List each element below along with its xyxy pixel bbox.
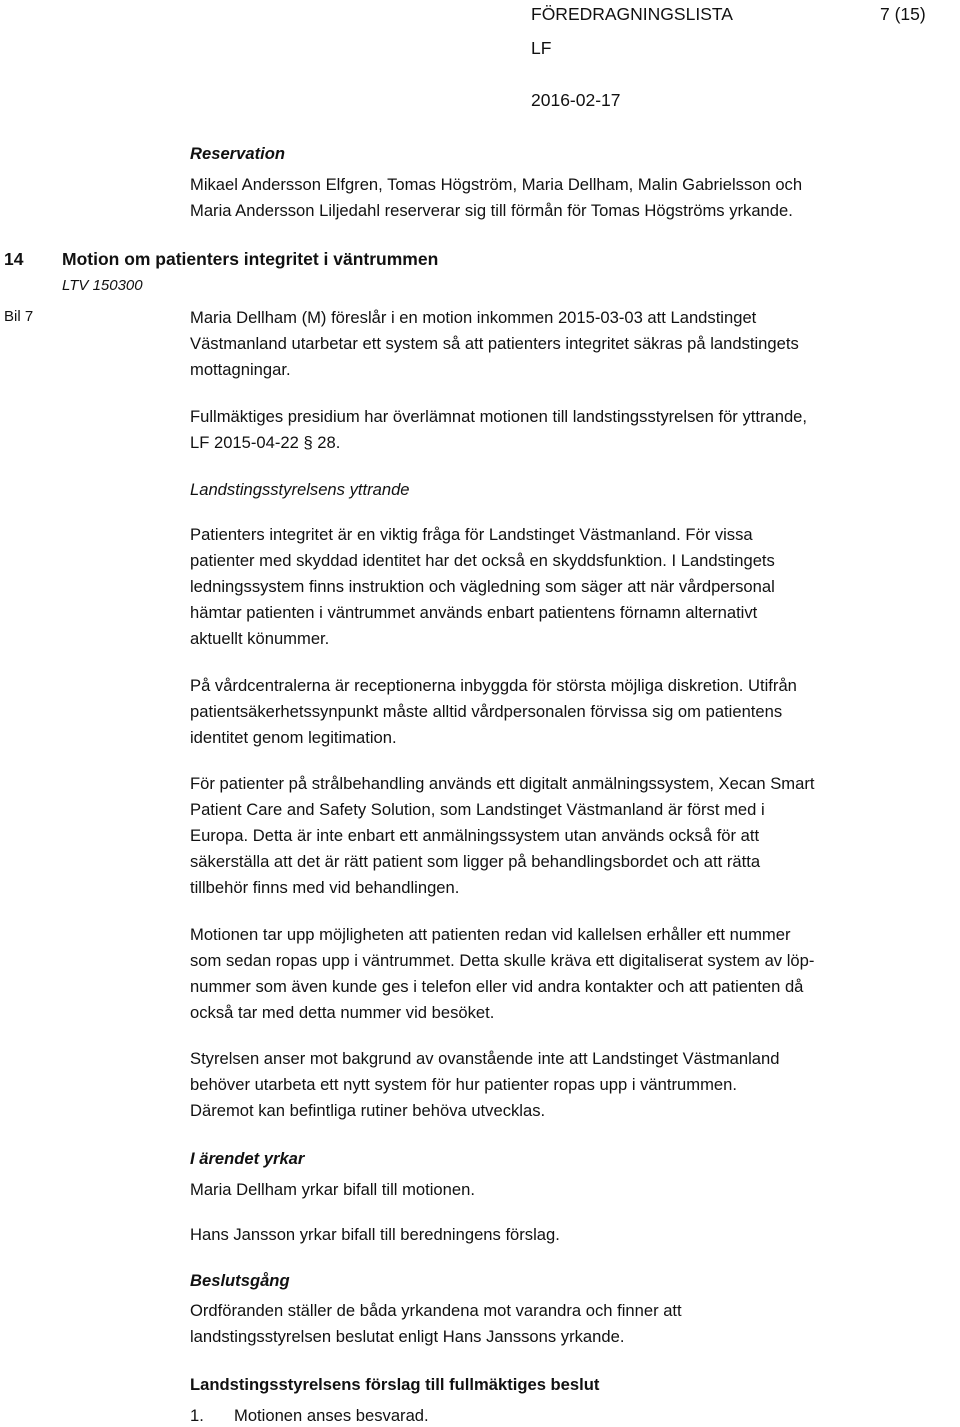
opinion-line: Styrelsen anser mot bakgrund av ovanstående inte att Landstinget Västmanland [190, 1049, 780, 1068]
opinion-line: Europa. Detta är inte enbart ett anmälningssystem utan används också för att [190, 826, 760, 845]
opinion-line: som sedan ropas upp i väntrummet. Detta skulle kräva ett digitaliserat system av löp- [190, 951, 815, 970]
paragraph-line: Maria Dellham (M) föreslår i en motion inkommen 2015-03-03 att Landstinget [190, 308, 757, 327]
opinion-line: hämtar patienten i väntrummet används enbart patientens förnamn alternativt [190, 603, 758, 622]
item-title: Motion om patienters integritet i väntrummen [62, 249, 439, 269]
opinion-line: nummer som även kunde ges i telefon eller vid andra kontakter och att patienten då [190, 977, 804, 996]
opinion-heading: Landstingsstyrelsens yttrande [190, 480, 410, 499]
opinion-line: Motionen tar upp möjligheten att patienten redan vid kallelsen erhåller ett nummer [190, 925, 791, 944]
reservation-line: Maria Andersson Liljedahl reserverar sig till förmån för Tomas Högströms yrkande. [190, 201, 793, 220]
opinion-line: Patienters integritet är en viktig fråga för Landstinget Västmanland. För vissa [190, 525, 753, 544]
paragraph-line: Västmanland utarbetar ett system så att patienters integritet säkras på landstingets [190, 334, 799, 353]
opinion-line: Patient Care and Safety Solution, som Landstinget Västmanland är först med i [190, 800, 765, 819]
motion-item: Maria Dellham yrkar bifall till motionen. [190, 1180, 475, 1199]
item-reference: LTV 150300 [62, 277, 143, 294]
opinion-line: patientsäkerhetssynpunkt måste alltid vårdpersonalen förvissa sig om patientens [190, 702, 783, 721]
proposal-heading: Landstingsstyrelsens förslag till fullmäktiges beslut [190, 1375, 600, 1394]
opinion-line: också tar med detta nummer vid besöket. [190, 1003, 495, 1022]
decision-heading: Beslutsgång [190, 1271, 290, 1290]
document-date: 2016-02-17 [531, 90, 621, 110]
opinion-line: patienter med skyddad identitet har det också en skyddsfunktion. I Landstingets [190, 551, 775, 570]
attachment-label: Bil 7 [4, 308, 34, 325]
proposal-item-text: Motionen anses besvarad. [234, 1406, 429, 1425]
reservation-heading: Reservation [190, 144, 285, 163]
motions-heading: I ärendet yrkar [190, 1149, 305, 1168]
opinion-line: behöver utarbeta ett nytt system för hur patienter ropas upp i väntrummen. [190, 1075, 737, 1094]
paragraph-line: mottagningar. [190, 360, 291, 379]
opinion-line: ledningssystem finns instruktion och vägledning som säger att när vårdpersonal [190, 577, 775, 596]
reservation-line: Mikael Andersson Elfgren, Tomas Högström, Maria Dellham, Malin Gabrielsson och [190, 175, 803, 194]
item-number: 14 [4, 249, 24, 269]
opinion-line: För patienter på strålbehandling används ett digitalt anmälningssystem, Xecan Smart [190, 774, 815, 793]
opinion-line: aktuellt könummer. [190, 629, 330, 648]
motion-item: Hans Jansson yrkar bifall till beredningens förslag. [190, 1225, 560, 1244]
paragraph-line: LF 2015-04-22 § 28. [190, 433, 341, 452]
opinion-line: säkerställa att det är rätt patient som ligger på behandlingsbordet och att rätta [190, 852, 761, 871]
paragraph-line: Fullmäktiges presidium har överlämnat motionen till landstingsstyrelsen för yttrande, [190, 407, 808, 426]
decision-line: landstingsstyrelsen beslutat enligt Hans Janssons yrkande. [190, 1327, 625, 1346]
opinion-line: identitet genom legitimation. [190, 728, 397, 747]
decision-line: Ordföranden ställer de båda yrkandena mot varandra och finner att [190, 1301, 682, 1320]
proposal-item-number: 1. [190, 1406, 204, 1425]
organisation-code: LF [531, 38, 552, 58]
opinion-line: Däremot kan befintliga rutiner behöva utvecklas. [190, 1101, 546, 1120]
opinion-line: tillbehör finns med vid behandlingen. [190, 878, 460, 897]
document-type: FÖREDRAGNINGSLISTA [531, 4, 733, 24]
opinion-line: På vårdcentralerna är receptionerna inbyggda för största möjliga diskretion. Utifrån [190, 676, 797, 695]
page-number: 7 (15) [880, 4, 926, 24]
